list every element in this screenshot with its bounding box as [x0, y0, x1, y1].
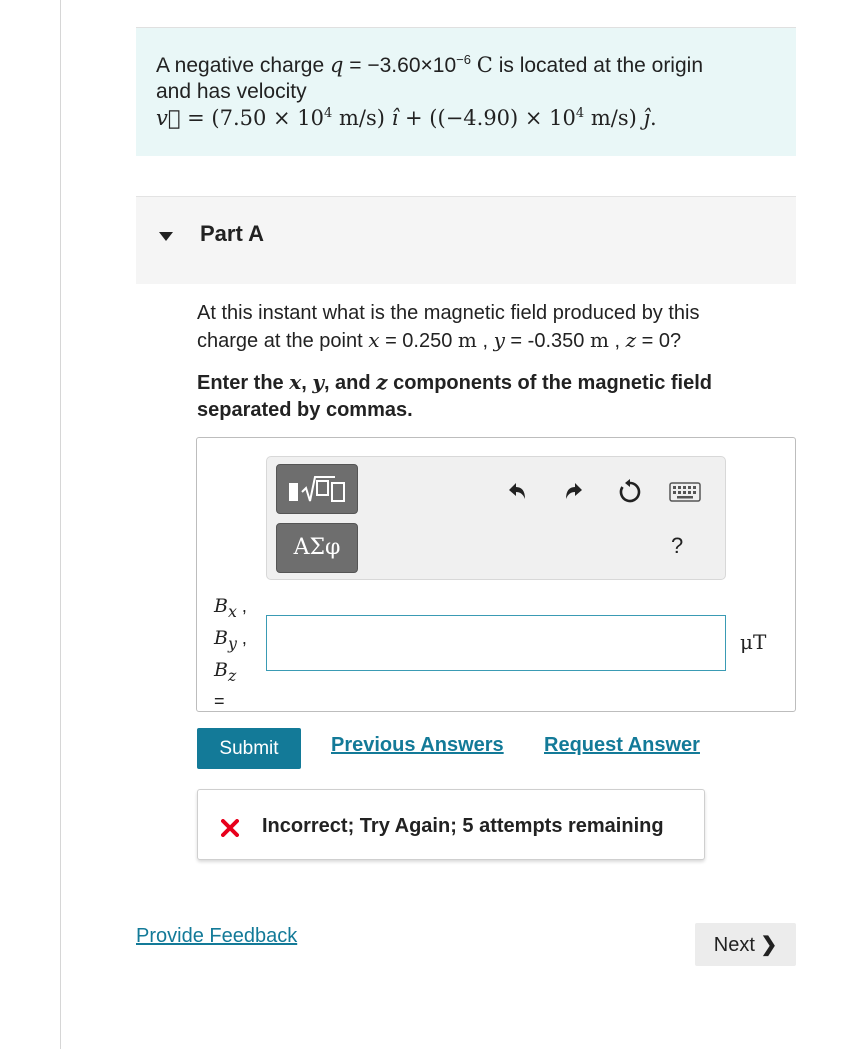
part-title: Part A	[200, 221, 264, 246]
redo-icon[interactable]	[562, 479, 586, 503]
left-divider	[60, 0, 61, 1049]
next-button[interactable]: Next ❯	[695, 923, 796, 966]
undo-icon[interactable]	[505, 479, 529, 503]
question-text: At this instant what is the magnetic field produced by this charge at the point x = 0.250 m , y = -0.350 m , z = 0?	[197, 302, 700, 352]
request-answer-link[interactable]: Request Answer	[544, 734, 700, 756]
greek-symbols-button[interactable]: ΑΣφ	[276, 523, 358, 573]
math-toolbar	[266, 456, 726, 580]
reset-icon[interactable]	[617, 479, 643, 505]
templates-button[interactable]	[276, 464, 358, 514]
problem-text: A negative charge $q = -3.60\times 10^{-6}$ C is located at the origin and has velocity v⃗ = ($7.50 \times 10^4$ m/s) î + ($(-4.90) \times 10^4$ m/s) ĵ.	[156, 52, 703, 130]
feedback-message	[197, 789, 705, 860]
provide-feedback-link[interactable]: Provide Feedback	[136, 925, 298, 947]
keyboard-icon[interactable]	[669, 482, 701, 502]
unit-label: μT	[740, 630, 767, 654]
collapse-caret-icon[interactable]	[159, 232, 173, 241]
answer-input[interactable]	[266, 615, 726, 671]
templates-icon	[277, 465, 357, 513]
incorrect-x-icon	[221, 819, 239, 837]
velocity-equation: v⃗ = ($7.50 \times 10^4$ m/s) î + ($(-4.90) \times 10^4$ m/s) ĵ.	[156, 106, 657, 130]
submit-button[interactable]: Submit	[197, 728, 301, 769]
problem-statement	[136, 27, 796, 156]
chevron-right-icon: ❯	[760, 934, 778, 956]
part-a-header[interactable]	[136, 196, 796, 284]
help-button[interactable]: ?	[671, 533, 684, 558]
previous-answers-link[interactable]: Previous Answers	[331, 734, 504, 756]
instruction-text: Enter the x, y, and z components of the magnetic field separated by commas.	[197, 370, 713, 421]
feedback-text: Incorrect; Try Again; 5 attempts remaining	[262, 815, 664, 837]
variable-label: $B_x$ , $B_y$ , $B_z$ =	[214, 595, 247, 712]
answer-box	[196, 437, 796, 712]
